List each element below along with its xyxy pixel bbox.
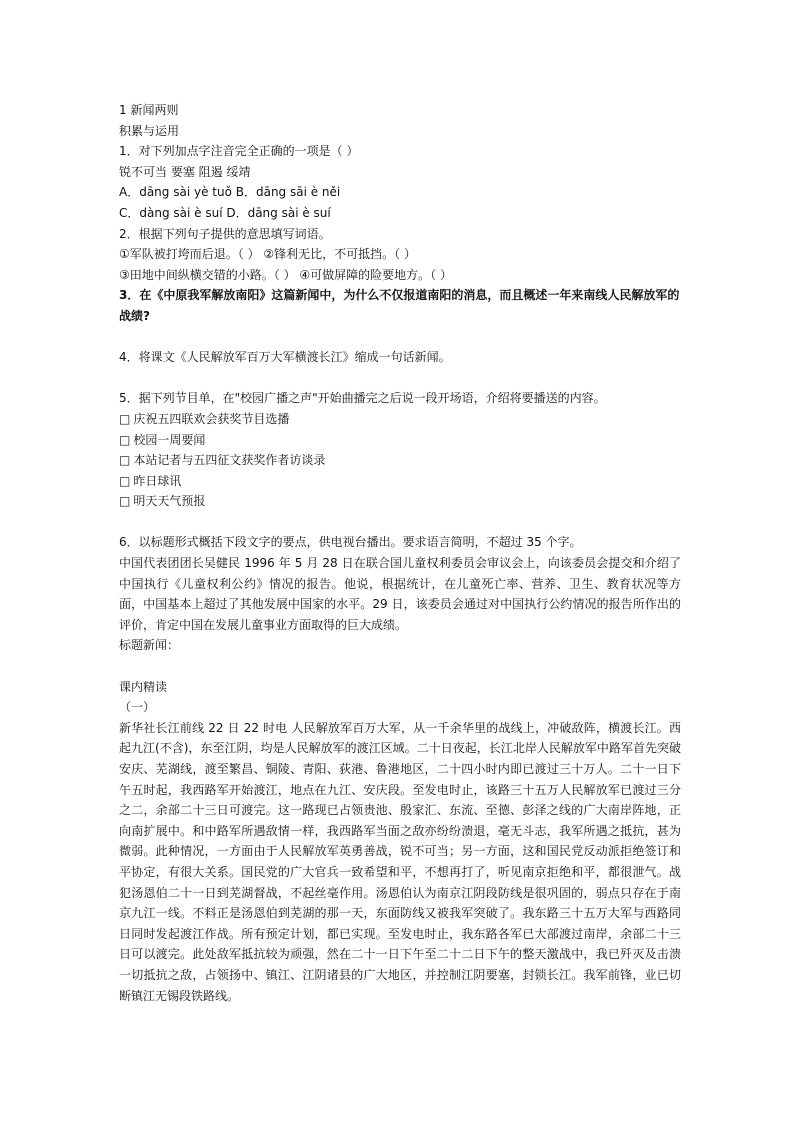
- reading-passage: 新华社长江前线 22 日 22 时电 人民解放军百万大军，从一千余华里的战线上，冲破敌阵，横渡长江。西起九江(不含)，东至江阴，均是人民解放军的渡江区域。二十日夜起，长江北岸人民解放军中路军首先突破安庆、芜湖线，渡至繁昌、铜陵、青阳、荻港、鲁港地区，二十四小时内即已渡过三十万人。二十一日下午五时起，我西路军开始渡江，地点在九江、安庆段。至发电时止，该路三十五万人民解放军已渡过三分之二，余部二十三日可渡完。这一路现已占领贵池、殷家汇、东流、至德、彭泽之线的广大南岸阵地，正向南扩展中。和中路军所遇敌情一样，我西路军当面之敌亦纷纷溃退，毫无斗志，我军所遇之抵抗，甚为微弱。此种情况，一方面由于人民解放军英勇善战，锐不可当；另一方面，这和国民党反动派拒绝签订和平协定，有很大关系。国民党的广大官兵一致希望和平，不想再打了，听见南京拒绝和平，都很泄气。战犯汤恩伯二十一日到芜湖督战，不起丝毫作用。汤恩伯认为南京江阴段防线是很巩固的，弱点只存在于南京九江一线。不料正是汤恩伯到芜湖的那一天，东面防线又被我军突破了。我东路三十五万大军与西路同日同时发起渡江作战。所有预定计划，都已实现。至发电时止，我东路各军已大部渡过南岸，余部二十三日可以渡完。此处敌军抵抗较为顽强，然在二十一日下午至二十二日下午的整天激战中，我已歼灭及击溃一切抵抗之敌，占领扬中、镇江、江阴诸县的广大地区，并控制江阴要塞，封锁长江。我军前锋，业已切断镇江无锡段铁路线。: [119, 720, 681, 1003]
- program-item-label: 校园一周要闻: [133, 432, 206, 447]
- spacer: [119, 512, 681, 533]
- document-content: [119, 100, 681, 1006]
- checkbox-icon: □: [119, 432, 131, 447]
- question-6-passage: 中国代表团团长吴健民 1996 年 5 月 28 日在联合国儿童权利委员会审议会上，向该委员会提交和介绍了中国执行《儿童权利公约》情况的报告。他说，根据统计，在儿童死亡率、营养、卫生、教育状况等方面，中国基本上超过了其他发展中国家的水平。29 日，该委员会通过对中国执行公约情况的报告所作出的评价，肯定中国在发展儿童事业方面取得的巨大成绩。: [119, 556, 681, 632]
- list-item: [119, 450, 681, 471]
- program-item-label: 明天天气预报: [133, 494, 206, 509]
- lesson-title: 1 新闻两则: [119, 103, 179, 117]
- question-1-words: 锐不可当 要塞 阻遏 绥靖: [119, 164, 251, 179]
- spacer: [119, 327, 681, 348]
- list-item: [119, 430, 681, 451]
- question-4: 4．将课文《人民解放军百万大军横渡长江》缩成一句话新闻。: [119, 350, 451, 365]
- checkbox-icon: □: [119, 494, 131, 509]
- spacer: [119, 656, 681, 677]
- section-heading-accumulation: 积累与运用: [119, 123, 180, 138]
- question-3-line-2: 战绩?: [119, 308, 150, 323]
- question-6-answer-label: 标题新闻：: [119, 638, 180, 653]
- question-2-row-1: ①军队被打垮而后退。（ ） ②锋利无比，不可抵挡。（ ）: [119, 247, 416, 262]
- checkbox-icon: □: [119, 411, 131, 426]
- question-2-row-2: ③田地中间纵横交错的小路。（ ） ④可做屏障的险要地方。（ ）: [119, 267, 452, 282]
- question-5-prompt: 5．据下列节目单，在"校园广播之声"开始曲播完之后说一段开场语，介绍将要播送的内容。: [119, 391, 606, 406]
- question-1-options-ab: A．dāng sài yè tuǒ B．dāng sāi è něi: [119, 185, 341, 200]
- list-item: [119, 471, 681, 492]
- question-2-prompt: 2．根据下列句子提供的意思填写词语。: [119, 226, 331, 241]
- question-1-options-cd: C．dàng sài è suí D．dāng sài è suí: [119, 205, 331, 220]
- program-item-label: 昨日球讯: [133, 473, 182, 488]
- question-6-prompt: 6．以标题形式概括下段文字的要点，供电视台播出。要求语言简明，不超过 35 个字。: [119, 535, 582, 550]
- section-heading-reading: 课内精读: [119, 679, 168, 694]
- list-item: [119, 409, 681, 430]
- question-1-prompt: 1．对下列加点字注音完全正确的一项是（ ）: [119, 144, 359, 159]
- checkbox-icon: □: [119, 473, 131, 488]
- program-item-label: 庆祝五四联欢会获奖节目选播: [133, 411, 290, 426]
- program-list: [119, 409, 681, 512]
- question-3-line-1: 3．在《中原我军解放南阳》这篇新闻中，为什么不仅报道南阳的消息，而且概述一年来南线人民解放军的: [119, 288, 680, 303]
- list-item: [119, 491, 681, 512]
- program-item-label: 本站记者与五四征文获奖作者访谈录: [133, 453, 326, 468]
- spacer: [119, 368, 681, 389]
- reading-part-label: （一）: [119, 700, 156, 715]
- checkbox-icon: □: [119, 453, 131, 468]
